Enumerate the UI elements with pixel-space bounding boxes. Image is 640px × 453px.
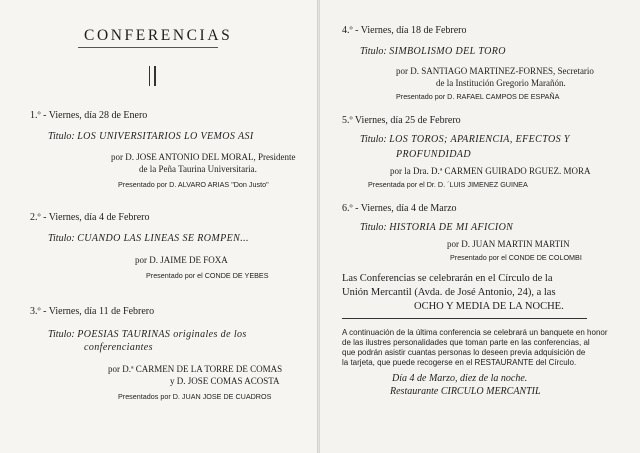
conference-5-title: Titulo: LOS TOROS; APARIENCIA, EFECTOS Y — [360, 134, 570, 145]
venue-info-line-2: Unión Mercantil (Avda. de José Antonio, 24), a las — [342, 287, 556, 298]
banquet-note-line-2: de las ilustres personalidades que toman parte en las conferencias, al — [342, 338, 590, 347]
conference-3-speaker: por D.ª CARMEN DE LA TORRE DE COMAS — [108, 364, 283, 374]
roman-numeral-ornament — [145, 66, 159, 86]
banquet-date: Día 4 de Marzo, diez de la noche. — [392, 373, 528, 384]
conference-4-presenter: Presentado por D. RAFAEL CAMPOS DE ESPAÑA — [396, 92, 560, 101]
conference-3-speaker-2: y D. JOSE COMAS ACOSTA — [170, 376, 280, 386]
conference-6-date: 6.º - Viernes, día 4 de Marzo — [342, 203, 457, 214]
conference-6-speaker: por D. JUAN MARTIN MARTIN — [447, 239, 570, 249]
conference-5-speaker: por la Dra. D.ª CARMEN GUIRADO RGUEZ. MORA — [390, 166, 591, 176]
conference-6-presenter: Presentado por el CONDE DE COLOMBI — [450, 253, 582, 262]
conference-2-presenter: Presentado por el CONDE DE YEBES — [146, 271, 269, 280]
conference-3-title: Titulo: POESIAS TAURINAS originales de los — [48, 329, 247, 340]
conference-4-date: 4.º - Viernes, día 18 de Febrero — [342, 25, 467, 36]
conference-1-presenter: Presentado por D. ALVARO ARIAS "Don Justo" — [118, 180, 269, 189]
banquet-venue: Restaurante CIRCULO MERCANTIL — [390, 386, 541, 397]
conference-4-speaker: por D. SANTIAGO MARTINEZ-FORNES, Secretario — [396, 66, 594, 76]
conference-3-presenter: Presentados por D. JUAN JOSE DE CUADROS — [118, 392, 272, 401]
conference-3-title-cont: conferenciantes — [84, 342, 153, 353]
conference-5-presenter: Presentada por el Dr. D. ´LUIS JIMENEZ GUINEA — [368, 180, 528, 189]
banquet-note-line-4: la tarjeta, que puede recogerse en el RESTAURANTE del Círculo. — [342, 358, 577, 367]
conference-1-title: Titulo: LOS UNIVERSITARIOS LO VEMOS ASI — [48, 131, 254, 142]
conference-4-speaker-role: de la Institución Gregorio Marañón. — [436, 78, 566, 88]
banquet-note-line-1: A continuación de la última conferencia se celebrará un banquete en honor — [342, 328, 608, 337]
conference-5-title-cont: PROFUNDIDAD — [396, 149, 471, 160]
conference-2-title: Titulo: CUANDO LAS LINEAS SE ROMPEN... — [48, 233, 249, 244]
conference-1-speaker-role: de la Peña Taurina Universitaria. — [139, 164, 257, 174]
conference-1-speaker: por D. JOSE ANTONIO DEL MORAL, Presidente — [111, 152, 296, 162]
conference-4-title: Titulo: SIMBOLISMO DEL TORO — [360, 46, 506, 57]
right-page — [320, 0, 640, 453]
left-page — [0, 0, 318, 453]
venue-info-line-1: Las Conferencias se celebrarán en el Círculo de la — [342, 273, 553, 284]
banquet-note-line-3: que podrán asistir cuantas personas lo deseen previa adquisición de — [342, 348, 586, 357]
conference-2-date: 2.º - Viernes, día 4 de Febrero — [30, 212, 150, 223]
conference-6-title: Titulo: HISTORIA DE MI AFICION — [360, 222, 514, 233]
page-title: CONFERENCIAS — [84, 27, 233, 44]
conference-2-speaker: por D. JAIME DE FOXA — [135, 255, 228, 265]
venue-info-line-3: OCHO Y MEDIA DE LA NOCHE. — [414, 301, 564, 312]
conference-1-date: 1.º - Viernes, día 28 de Enero — [30, 110, 148, 121]
title-underline — [78, 47, 218, 48]
conference-3-date: 3.º - Viernes, día 11 de Febrero — [30, 306, 155, 317]
conference-5-date: 5.º Viernes, día 25 de Febrero — [342, 115, 461, 126]
section-divider — [342, 318, 587, 319]
